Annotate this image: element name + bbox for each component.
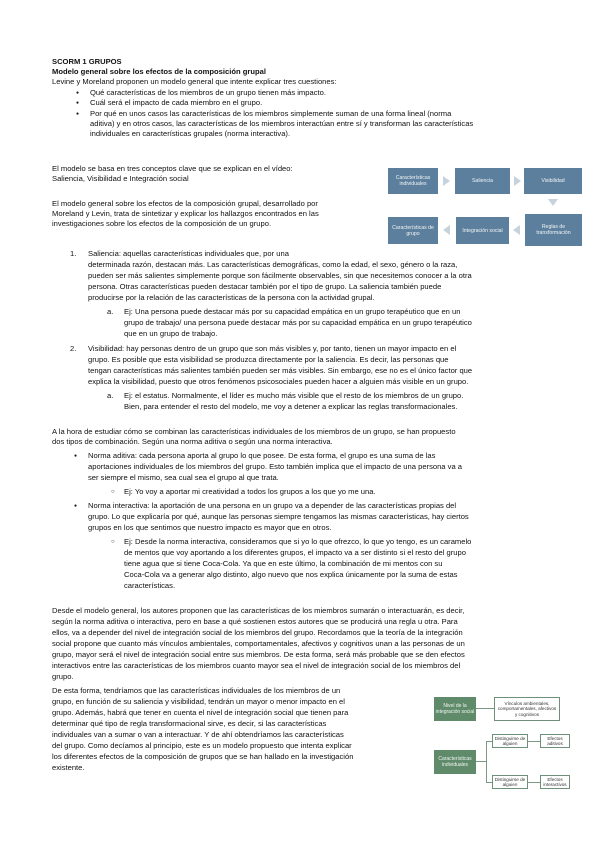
norma-aditiva-example: ○ Ej: Yo voy a aportar mi creatividad a todos los grupos a los que yo me una. xyxy=(124,487,376,497)
list-item-cont: pueden ser más salientes simplemente porque son fácilmente observables, sin que necesitemos conocer a la otra xyxy=(88,271,472,280)
question-item: ● Qué características de los miembros de un grupo tienen más impacto. xyxy=(90,88,326,98)
arrow-left-icon xyxy=(443,225,450,235)
norma-aditiva: ● Norma aditiva: cada persona aporta al grupo lo que posee. De esta forma, el grupo es una suma de las xyxy=(88,451,435,461)
sub-item: Ej: Una persona puede destacar más por su capacidad empática en un grupo terapéutico que en un xyxy=(124,307,461,316)
model-paragraph: investigaciones sobre los efectos de la composición de un grupo. xyxy=(52,219,272,228)
norma-interactiva-example: ○ Ej: Desde la norma interactiva, consideramos que si yo lo que ofrezco, lo que yo tengo, es un caramelo xyxy=(124,537,471,547)
connector-line xyxy=(528,741,540,742)
norma-interactiva-example-cont: tiene agua que si tiene Coca-Cola. Ya que en este último, la combinación de mi mentos con su xyxy=(124,559,443,568)
list-item-cont: determinada razón, destacan más. Las características demográficas, como la edad, el sexo, género o la raza, xyxy=(88,260,458,269)
section-subtitle: Modelo general sobre los efectos de la composición grupal xyxy=(52,67,266,76)
list-item-cont: tengan características más salientes también pueden ser más visibles. Sin embargo, ese no es el único factor que xyxy=(88,366,473,375)
final-text: del grupo. Como decíamos al principio, este es un modelo propuesto que intenta explicar xyxy=(52,741,352,750)
list-number: 2. xyxy=(70,344,77,353)
conclusion-text: grupo. xyxy=(52,672,74,681)
sub-item: Ej: el estatus. Normalmente, el líder es mucho más visible que el resto de los miembros de un grupo. xyxy=(124,391,464,400)
question-item: ● Por qué en unos casos las características de los miembros simplemente suman de una forma lineal (norma xyxy=(90,109,451,119)
norma-aditiva-cont: aportaciones individuales de los miembros del grupo. Esto también implica que el impacto de una persona va a xyxy=(88,462,462,471)
norma-interactiva-example-cont: de mentos que voy aportando a los diferentes grupos, el impacto va a ser distinto si el resto del grupo xyxy=(124,548,466,557)
arrow-right-icon xyxy=(443,176,450,186)
combination-intro: A la hora de estudiar cómo se combinan las características individuales de los miembros de un grupo, se han propuesto xyxy=(52,427,456,436)
diagram-box-integracion: Integración social xyxy=(456,217,509,244)
diagram2-box-distinguirse-2: Distinguirse de alguien xyxy=(492,775,528,789)
final-text: los diferentes efectos de la composición de grupos que se han hallado en la investigación xyxy=(52,752,354,761)
diagram-box-saliencia: Saliencia xyxy=(455,168,510,194)
arrow-down-icon xyxy=(548,199,558,206)
norma-interactiva-cont: grupo. Lo que explicaría por qué, aunque las personas siempre tengamos las mismas características, hay ciertos xyxy=(88,512,469,521)
diagram2-box-distinguirse-1: Distinguirse de alguien xyxy=(492,734,528,748)
list-item-cont: grupo. Es posible que esta visibilidad se produzca directamente por la saliencia. Es decir, las personas que xyxy=(88,355,449,364)
final-text: De esta forma, tendríamos que las características individuales de los miembros de un xyxy=(52,686,341,695)
final-text: grupo, en función de su saliencia y visibilidad, tendrán un mayor o menor impacto en el xyxy=(52,697,345,706)
question-item: ● Cuál será el impacto de cada miembro en el grupo. xyxy=(90,98,262,108)
norma-interactiva-example-cont: características. xyxy=(124,581,176,590)
final-text: grupo. Además, habrá que tener en cuenta el nivel de integración social que tienen para xyxy=(52,708,349,717)
list-item-cont: explica la visibilidad, puesto que otros fenómenos psicosociales pueden hacer a alguien más visible en un grupo. xyxy=(88,377,469,386)
list-item: Visibilidad: hay personas dentro de un grupo que son más visibles y, por tanto, tienen un mayor impacto en el xyxy=(88,344,457,353)
norma-interactiva-cont: grupos en los que sentimos que nuestro impacto es mayor que en otros. xyxy=(88,523,332,532)
sub-letter: a. xyxy=(107,391,114,400)
diagram2-box-vinculos: Vínculos ambientales, comportamentales, afectivos y cognitivos xyxy=(494,697,560,721)
list-number: 1. xyxy=(70,249,77,258)
question-item-cont: aditiva) y en otros casos, las características de los miembros interactúan entre sí y transforman las características xyxy=(90,119,474,128)
norma-interactiva: ● Norma interactiva: la aportación de una persona en un grupo va a depender de las características propias del xyxy=(88,501,456,511)
combination-intro: dos tipos de combinación. Según una norma aditiva o según una norma interactiva. xyxy=(52,437,333,446)
diagram-box-reglas: Reglas de transformación xyxy=(525,214,582,246)
question-item-cont: individuales en características grupales (norma interactiva). xyxy=(90,129,291,138)
final-text: individuales van a sumar o van a interactuar. Y de ahí obtendríamos las características xyxy=(52,730,344,739)
connector-line xyxy=(528,782,540,783)
norma-aditiva-cont: ser siempre el mismo, sea cual sea el grupo al que trata. xyxy=(88,473,279,482)
conclusion-text: según la norma aditiva o interactiva, pero en base a qué sostienen estos autores que se producirá una regla u otra. Para xyxy=(52,617,458,626)
diagram-box-grupo: Características de grupo xyxy=(388,217,438,244)
list-item-cont: producirse por la relación de las características de la persona con la actividad grupal. xyxy=(88,293,375,302)
final-text: determinar qué tipo de regla transformacional sirve, es decir, si las características xyxy=(52,719,327,728)
final-text: existente. xyxy=(52,763,85,772)
connector-line xyxy=(476,761,486,762)
conclusion-text: Desde el modelo general, los autores proponen que las características de los miembros sumarán o interactuarán, es decir, xyxy=(52,606,465,615)
norma-interactiva-example-cont: Coca-Cola va a generar algo distinto, algo nuevo que nos explica únicamente por la suma de estas xyxy=(124,570,458,579)
page-title: SCORM 1 GRUPOS xyxy=(52,57,122,66)
concepts-list: Saliencia, Visibilidad e Integración social xyxy=(52,174,189,183)
arrow-right-icon xyxy=(514,176,521,186)
sub-item-cont: grupo de trabajo/ una persona puede destacar más por su capacidad empática en un grupo terapéutico xyxy=(124,318,472,327)
concepts-text: El modelo se basa en tres conceptos clave que se explican en el vídeo: xyxy=(52,164,293,173)
conclusion-text: grupo, mayor será el nivel de integración social entre sus miembros. De esta forma, será más probable que se den efectos xyxy=(52,650,465,659)
sub-item-cont: Bien, para entender el resto del modelo, me voy a detener a explicar las reglas transformacionales. xyxy=(124,402,458,411)
conclusion-text: interactivos entre las características de los miembros cuanto mayor sea el nivel de integración social de los miembros del xyxy=(52,661,461,670)
model-paragraph: Moreland y Levin, trata de sintetizar y explicar los hallazgos encontrados en las xyxy=(52,209,319,218)
diagram2-box-caracteristicas: Características individuales xyxy=(434,750,476,774)
connector-line xyxy=(476,708,494,709)
conclusion-text: social propone que cuanto más vínculos ambientales, comportamentales, afectivos y cognitivos unan a las personas de un xyxy=(52,639,465,648)
diagram2-box-interactivos: Efectos interactivos xyxy=(540,775,570,789)
conclusion-text: ellos, va a depender del nivel de integración social de los miembros del grupo. Recordamos que la teoría de la integración xyxy=(52,628,463,637)
sub-item-cont: que en un grupo de trabajo. xyxy=(124,329,218,338)
list-item-cont: persona. Otras características pueden destacar también por el tipo de grupo. La saliencia también puede xyxy=(88,282,442,291)
sub-letter: a. xyxy=(107,307,114,316)
diagram-box-individual: Características individuales xyxy=(388,168,438,194)
diagram2-box-aditivos: Efectos aditivos xyxy=(540,734,570,748)
arrow-left-icon xyxy=(513,225,520,235)
intro-text: Levine y Moreland proponen un modelo general que intente explicar tres cuestiones: xyxy=(52,77,337,86)
model-paragraph: El modelo general sobre los efectos de la composición grupal, desarrollado por xyxy=(52,199,318,208)
connector-line xyxy=(486,741,487,783)
diagram2-box-integracion: Nivel de la integración social xyxy=(434,697,476,721)
list-item: Saliencia: aquellas características individuales que, por una xyxy=(88,249,289,258)
diagram-box-visibilidad: Visibilidad xyxy=(524,168,582,194)
